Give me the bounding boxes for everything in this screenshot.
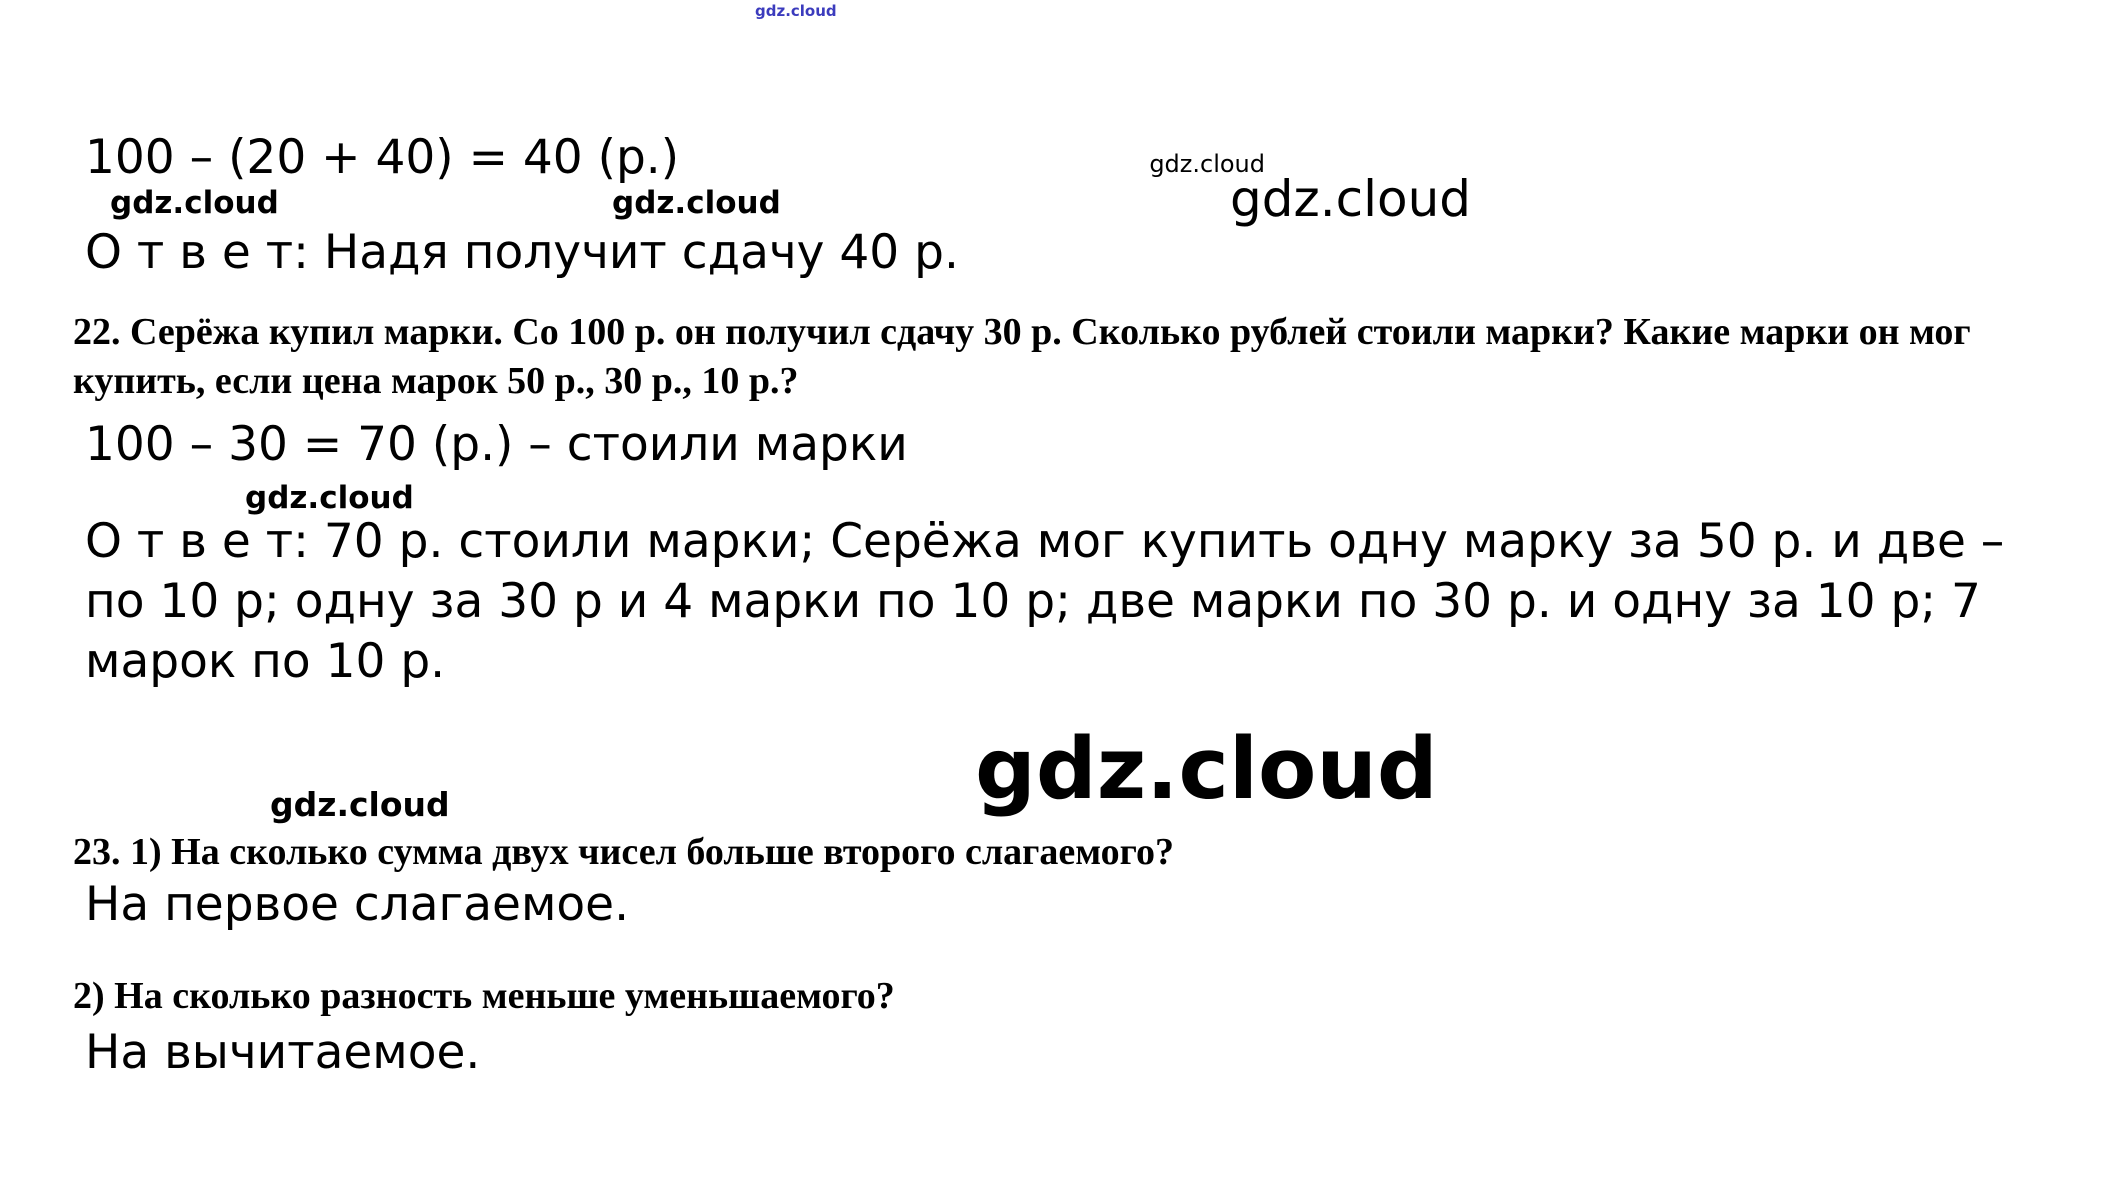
task-22-statement: 22. Серёжа купил марки. Со 100 р. он получил сдачу 30 р. Сколько рублей стоили марки? Какие марки он мог купить, если цена марок 50 р., 30 р., 10 р.? xyxy=(73,311,1971,402)
answer-23-1: На первое слагаемое. xyxy=(85,877,630,932)
task-23-1-statement: 23. 1) На сколько сумма двух чисел больше второго слагаемого? xyxy=(73,831,1174,873)
answer-23-2: На вычитаемое. xyxy=(85,1025,481,1080)
task-23-2-statement: 2) На сколько разность меньше уменьшаемого? xyxy=(73,975,895,1017)
watermark-small-1: gdz.cloud xyxy=(110,185,279,221)
watermark-corner: gdz.cloud xyxy=(1149,150,1265,178)
answer-line-1: О т в е т: Надя получит сдачу 40 р. xyxy=(85,225,959,280)
answer-block-2: О т в е т: 70 р. стоили марки; Серёжа мог купить одну марку за 50 р. и две – по 10 р; одну за 30 р и 4 марки по 10 р; две марки по 30 р. и одну за 10 р; 7 марок по 10 р. xyxy=(85,514,2005,690)
watermark-small-4: gdz.cloud xyxy=(270,785,450,824)
watermark-small-2: gdz.cloud xyxy=(612,185,781,221)
watermark-mid: gdz.cloud xyxy=(1230,170,1472,228)
watermark-small-3: gdz.cloud xyxy=(245,480,414,516)
watermark-top: gdz.cloud xyxy=(755,2,837,20)
watermark-big: gdz.cloud xyxy=(975,720,1438,819)
expression-line-1: 100 – (20 + 40) = 40 (р.) xyxy=(85,130,680,185)
expression-line-2: 100 – 30 = 70 (р.) – стоили марки xyxy=(85,417,908,472)
